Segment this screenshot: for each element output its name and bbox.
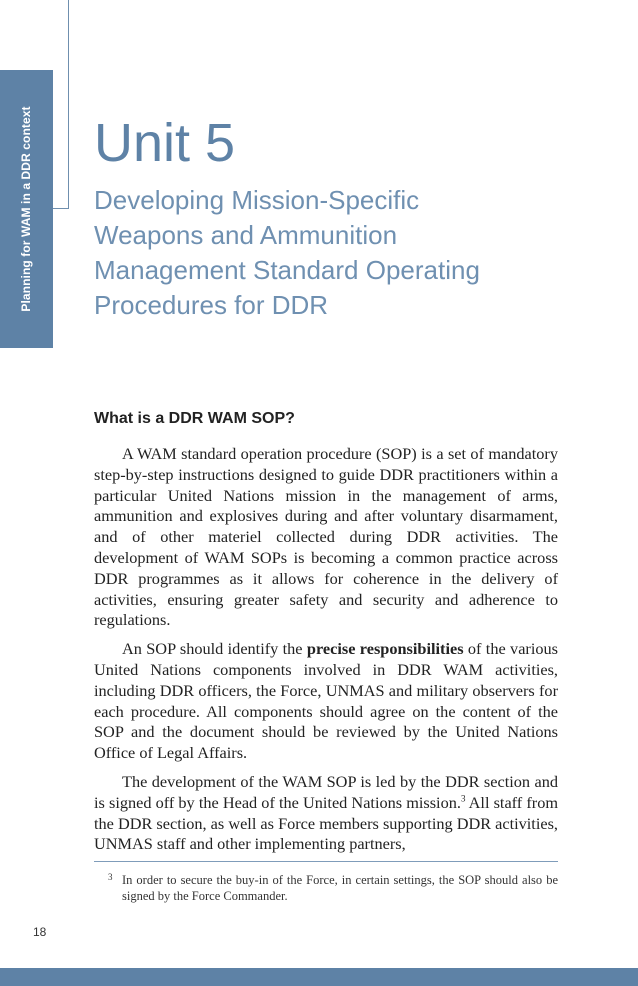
unit-title: Unit 5 [94, 113, 236, 173]
unit-subtitle-line: Management Standard Operating [94, 255, 480, 285]
bottom-bar [0, 968, 638, 986]
paragraph-2-end: of the various United Nations components involved in DDR WAM activities, including DDR officers, the Force, UNMAS and military observers for each procedure. All components should agree on the content of the SOP and the document should be reviewed by the United Nations Office of Legal Affairs. [94, 639, 558, 763]
top-horizontal-rule [52, 208, 69, 209]
paragraph-2 [94, 639, 558, 764]
paragraph-3-start: The development of the WAM SOP is led by the DDR section and is signed off by the Head of the United Nations mission. [94, 771, 558, 812]
paragraph-2-start: An SOP should identify the [122, 639, 303, 659]
top-vertical-rule [68, 0, 69, 208]
footnote [108, 872, 558, 904]
section-heading: What is a DDR WAM SOP? [94, 410, 295, 427]
paragraph-2-emphasis: precise responsibilities [306, 639, 464, 659]
footnote-reference[interactable]: 3 [460, 793, 466, 804]
paragraph-3-end: All staff from the DDR section, as well as Force members supporting DDR activities, UNMAS staff and other implementing partners, [94, 792, 559, 854]
unit-subtitle-line: Weapons and Ammunition [94, 220, 398, 250]
unit-subtitle-line: Procedures for DDR [94, 290, 329, 320]
footnote-text: In order to secure the buy-in of the Force, in certain settings, the SOP should also be signed by the Force Commander. [122, 873, 558, 903]
footnote-divider [94, 861, 558, 862]
paragraph-1: A WAM standard operation procedure (SOP) is a set of mandatory step-by-step instructions designed to guide DDR practitioners within a particular United Nations mission in the management of arms, ammunition and explosives during and after voluntary disarmament, and of other materiel collected during DDR activities. The development of WAM SOPs is becoming a common practice across DDR programmes as it allows for coherence in the delivery of activities, ensuring greater safety and security and adherence to regulations. [94, 444, 558, 630]
footnote-number: 3 [108, 872, 113, 882]
body-text [94, 444, 558, 863]
paragraph-3 [94, 772, 558, 855]
side-tab-label: Planning for WAM in a DDR context [19, 106, 33, 312]
page-number: 18 [33, 925, 47, 939]
unit-subtitle-line: Developing Mission-Specific [94, 185, 420, 215]
unit-subtitle [94, 183, 574, 323]
